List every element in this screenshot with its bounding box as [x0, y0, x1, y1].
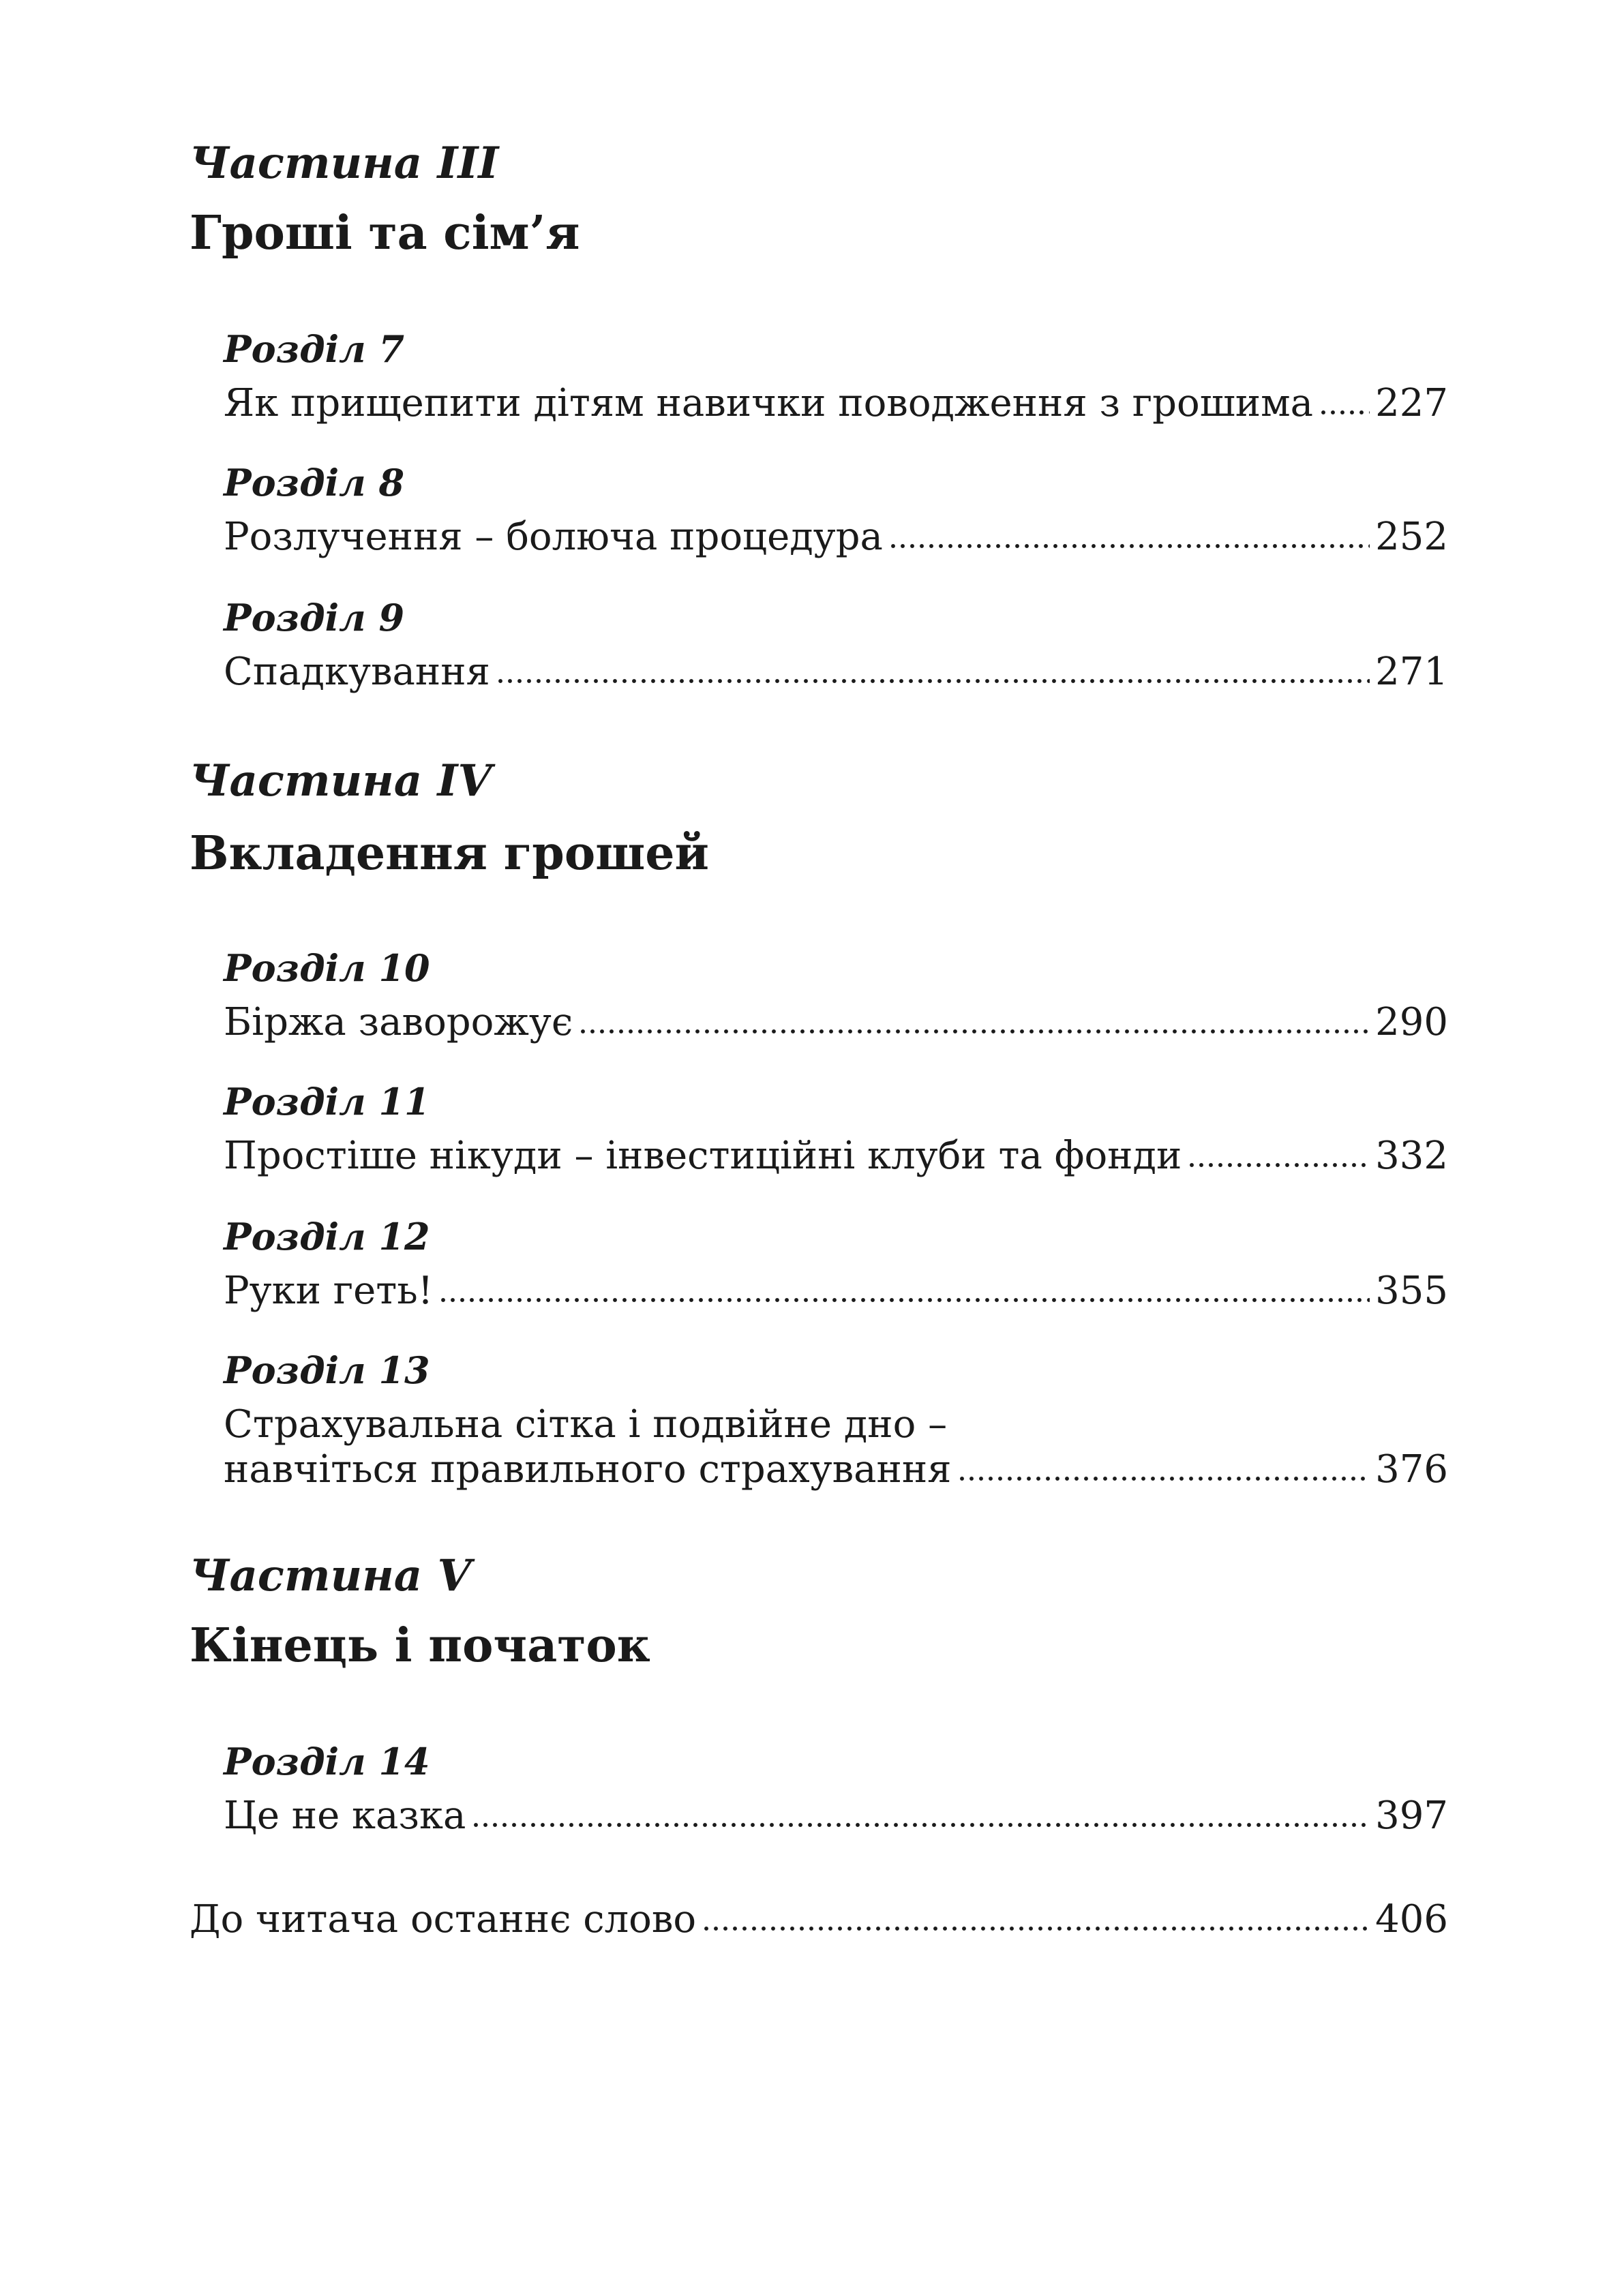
- chapter-label: Розділ 8: [224, 461, 405, 504]
- toc-entry-page: 376: [1375, 1447, 1448, 1492]
- chapter-label: Розділ 11: [224, 1080, 430, 1123]
- toc-entry[interactable]: [224, 1792, 1448, 1841]
- dot-leader: [471, 1796, 1370, 1834]
- toc-entry-title: Руки геть!: [224, 1269, 434, 1313]
- toc-entry-page: 290: [1375, 1000, 1448, 1044]
- toc-entry-afterword[interactable]: [190, 1895, 1448, 1944]
- toc-entry[interactable]: [224, 1267, 1448, 1316]
- toc-entry-page: 227: [1375, 381, 1448, 425]
- part-title: Кінець і початок: [190, 1618, 650, 1673]
- chapter-label: Розділ 14: [224, 1740, 430, 1783]
- toc-entry[interactable]: [224, 379, 1448, 428]
- toc-entry-title: Спадкування: [224, 650, 490, 694]
- dot-leader: [1187, 1136, 1370, 1174]
- chapter-label: Розділ 13: [224, 1348, 430, 1392]
- toc-entry-title: Розлучення – болюча процедура: [224, 515, 883, 559]
- toc-entry-title: До читача останнє слово: [190, 1897, 697, 1942]
- toc-entry-title: навчіться правильного страхування: [224, 1447, 952, 1492]
- toc-entry-page: 252: [1375, 515, 1448, 559]
- part-label: Частина V: [190, 1550, 472, 1601]
- toc-entry-title: Простіше нікуди – інвестиційні клуби та фонди: [224, 1134, 1182, 1178]
- dot-leader: [1319, 383, 1370, 421]
- chapter-label: Розділ 7: [224, 327, 405, 371]
- toc-entry-page: 397: [1375, 1794, 1448, 1838]
- dot-leader: [496, 652, 1370, 690]
- dot-leader: [702, 1899, 1370, 1937]
- toc-entry-title-line[interactable]: Страхувальна сітка і подвійне дно –: [224, 1402, 948, 1447]
- toc-entry-title: Біржа заворожує: [224, 1000, 573, 1044]
- toc-entry[interactable]: [224, 513, 1448, 562]
- chapter-label: Розділ 10: [224, 946, 430, 990]
- toc-entry[interactable]: [224, 1445, 1448, 1494]
- toc-entry-title: Як прищепити дітям навички поводження з грошима: [224, 381, 1314, 425]
- part-label: Частина III: [190, 138, 499, 189]
- part-label: Частина IV: [190, 755, 492, 806]
- toc-entry-title: Це не казка: [224, 1794, 466, 1838]
- dot-leader: [438, 1271, 1370, 1309]
- toc-entry-page: 355: [1375, 1269, 1448, 1313]
- toc-entry-page: 406: [1375, 1897, 1448, 1942]
- dot-leader: [957, 1449, 1370, 1487]
- part-title: Гроші та сім’я: [190, 206, 580, 260]
- dot-leader: [888, 517, 1370, 555]
- toc-entry-page: 271: [1375, 650, 1448, 694]
- chapter-label: Розділ 9: [224, 596, 405, 639]
- toc-entry[interactable]: [224, 648, 1448, 697]
- chapter-label: Розділ 12: [224, 1215, 430, 1258]
- toc-entry-page: 332: [1375, 1134, 1448, 1178]
- toc-entry[interactable]: [224, 1132, 1448, 1181]
- dot-leader: [578, 1002, 1370, 1040]
- part-title: Вкладення грошей: [190, 826, 709, 881]
- toc-entry[interactable]: [224, 998, 1448, 1047]
